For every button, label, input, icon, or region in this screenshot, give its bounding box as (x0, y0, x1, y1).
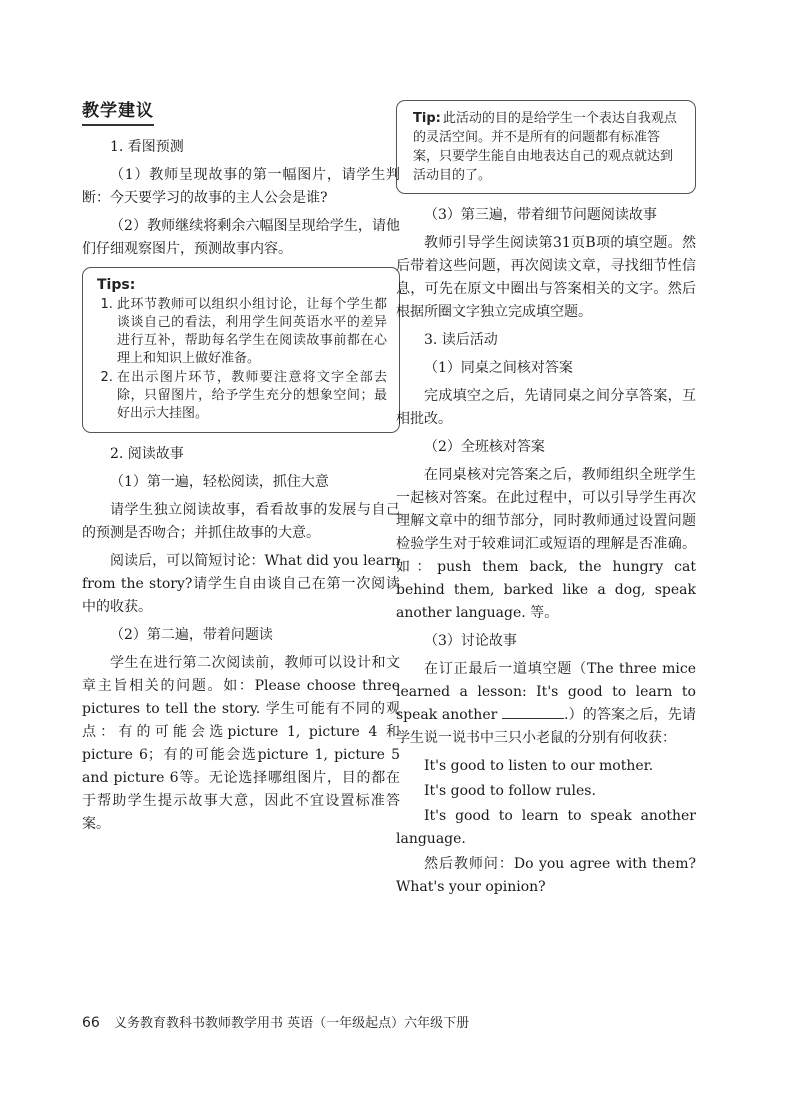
page-number: 66 (82, 1015, 100, 1031)
tips-list (97, 296, 387, 423)
paragraph-part: 在订正最后一道填空题（The three mice learned a lesson: It's good to learn to speak another (396, 661, 696, 723)
paragraph-part: .）的答案之后，先请学生说一说书中三只小老鼠的分别有何收获： (396, 707, 696, 746)
tip-box (396, 100, 696, 194)
paragraph: （3）第三遍，带着细节问题阅读故事 (424, 207, 657, 223)
paragraph: （2）教师继续将剩余六幅图呈现给学生，请他们仔细观察图片，预测故事内容。 (82, 218, 400, 257)
step-title-2: 2. 阅读故事 (110, 446, 184, 462)
paragraph: （2）第二遍，带着问题读 (110, 627, 273, 643)
tips-item: 2. 在出示图片环节，教师要注意将文字全部去除，只留图片，给予学生充分的想象空间；最好出示大挂图。 (117, 369, 387, 423)
paragraph: （2）全班核对答案 (424, 439, 545, 455)
paragraph: 完成填空之后，先请同桌之间分享答案，互相批改。 (396, 388, 696, 427)
section-heading: 教学建议 (82, 96, 154, 126)
paragraph: （3）讨论故事 (424, 633, 517, 649)
paragraph: 阅读后，可以简短讨论：What did you learn from the story?请学生自由谈自己在第一次阅读中的收获。 (82, 553, 400, 615)
step-title-1: 1. 看图预测 (110, 139, 184, 155)
paragraph: 教师引导学生阅读第31页B项的填空题。然后带着这些问题，再次阅读文章，寻找细节性信息，可先在原文中圈出与答案相关的文字。然后根据所圈文字独立完成填空题。 (396, 235, 696, 320)
paragraph: 请学生独立阅读故事，看看故事的发展与自己的预测是否吻合；并抓住故事的大意。 (82, 502, 400, 541)
paragraph: 然后教师问：Do you agree with them? What's your opinion? (396, 856, 696, 895)
tip-title: Tip: (413, 111, 441, 126)
paragraph: （1）同桌之间核对答案 (424, 360, 573, 376)
book-title: 义务教育教科书教师教学用书 英语（一年级起点）六年级下册 (113, 1016, 470, 1031)
fill-blank-line (502, 706, 564, 719)
page-footer (82, 1012, 702, 1031)
paragraph: （1）教师呈现故事的第一幅图片，请学生判断：今天要学习的故事的主人公会是谁? (82, 167, 400, 206)
tip-text: 此活动的目的是给学生一个表达自我观点的灵活空间。并不是所有的问题都有标准答案，只要学生能自由地表达自己的观点就达到活动目的了。 (413, 111, 677, 183)
tips-box (82, 267, 400, 433)
paragraph: （1）第一遍，轻松阅读，抓住大意 (110, 474, 329, 490)
left-column (82, 96, 400, 841)
example-sentence: It's good to follow rules. (424, 783, 596, 799)
right-column (396, 100, 696, 904)
paragraph: 学生在进行第二次阅读前，教师可以设计和文章主旨相关的问题。如：Please choose three pictures to tell the story. 学生可能有不同的观点：有的可能会选picture 1, picture 4 和picture 6；有的可能会选picture 1, picture 5 and picture 6等。无论选择哪组图片，目的都在于帮助学生提示故事大意，因此不宜设置标准答案。 (82, 655, 400, 832)
paragraph: 在同桌核对完答案之后，教师组织全班学生一起核对答案。在此过程中，可以引导学生再次理解文章中的细节部分，同时教师通过设置问题检验学生对于较难词汇或短语的理解是否准确。如：push them back, the hungry cat behind them, barked like a dog, speak another language. 等。 (396, 467, 696, 621)
paragraph-with-blank (396, 658, 696, 750)
example-sentence: It's good to learn to speak another language. (396, 808, 696, 847)
step-title-3: 3. 读后活动 (424, 332, 498, 348)
tips-title: Tips: (97, 277, 136, 293)
example-sentence: It's good to listen to our mother. (424, 758, 654, 774)
tips-item: 1. 此环节教师可以组织小组讨论，让每个学生都谈谈自己的看法，利用学生间英语水平的差异进行互补，帮助每名学生在阅读故事前都在心理上和知识上做好准备。 (117, 296, 387, 368)
